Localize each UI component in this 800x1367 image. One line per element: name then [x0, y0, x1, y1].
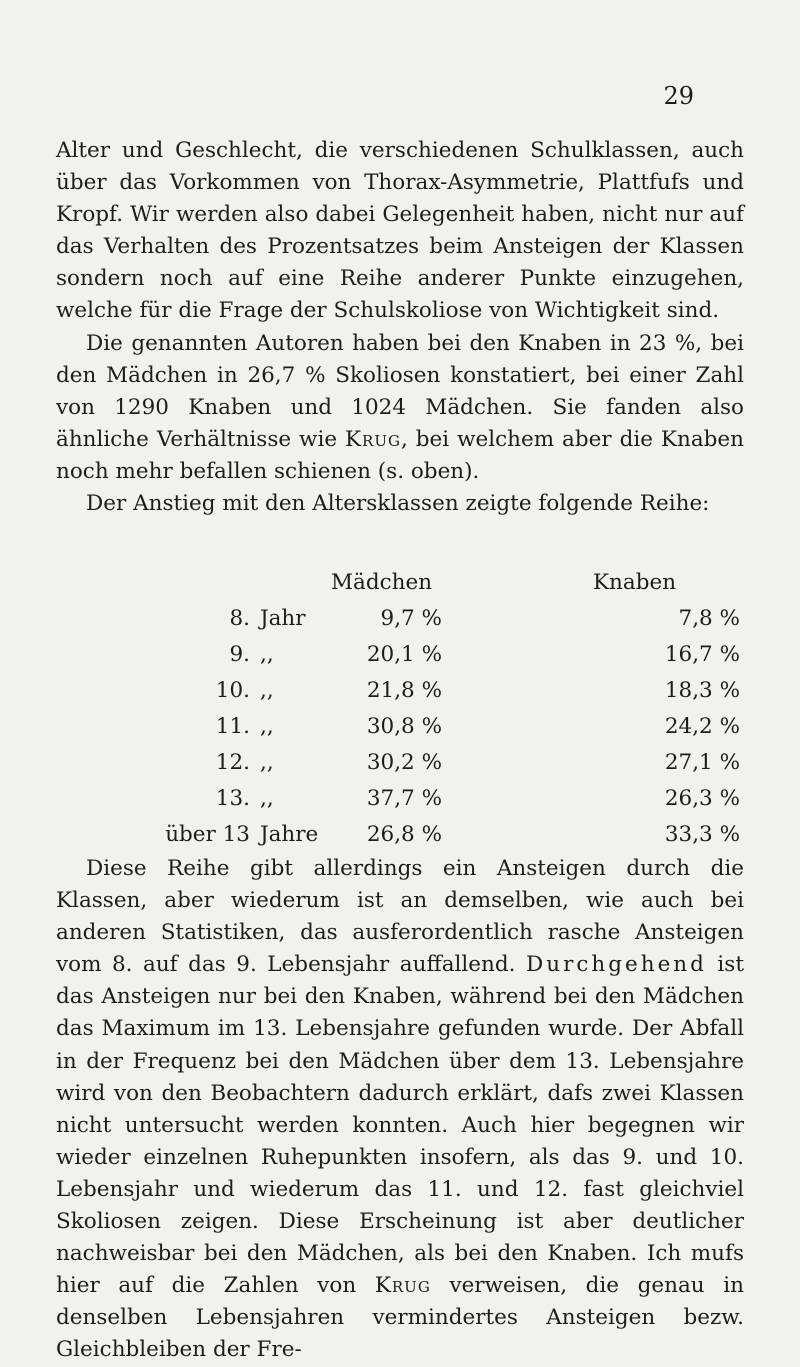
paragraph-3: Der Anstieg mit den Altersklassen zeigte folgende Reihe: [86, 491, 710, 517]
boys-cell: 18,3 % [664, 678, 740, 703]
table-row [56, 786, 744, 822]
girls-cell: 21,8 % [366, 678, 442, 703]
boys-cell: 27,1 % [664, 750, 740, 775]
girls-cell: 20,1 % [366, 642, 442, 667]
girls-cell: 37,7 % [366, 786, 442, 811]
girls-cell: 26,8 % [366, 822, 442, 847]
author-name-krug: Krug [345, 426, 401, 452]
age-cell: 12. [215, 750, 250, 775]
boys-cell: 16,7 % [664, 642, 740, 667]
paragraph-4-text-a: Diese Reihe gibt allerdings ein Ansteigen durch die Klassen, aber wiederum ist an demselben, wie auch bei anderen Statistiken, das ausferordentlich rasche Ansteigen vom 8. auf das 9. Lebensjahr auffallend. [56, 856, 744, 978]
table-row [56, 606, 744, 642]
intro-text [56, 135, 744, 520]
page-number: 29 [663, 82, 694, 110]
emphasized-word: Durchgehend [526, 952, 707, 978]
scoliosis-table [56, 570, 744, 858]
body-text [56, 853, 744, 1367]
paragraph-4-text-c: verweisen, die genau in denselben Lebensjahren vermindertes Ansteigen bezw. Gleichbleiben der Fre- [56, 1273, 744, 1363]
table-header-row [56, 570, 744, 606]
girls-cell: 30,8 % [366, 714, 442, 739]
age-cell: 9. [229, 642, 250, 667]
unit-cell: Jahr [260, 606, 306, 631]
girls-cell: 9,7 % [380, 606, 442, 631]
age-cell: 10. [215, 678, 250, 703]
unit-cell: ,, [260, 714, 274, 739]
table-row [56, 750, 744, 786]
paragraph-4 [56, 853, 744, 1367]
boys-cell: 26,3 % [664, 786, 740, 811]
paragraph-4-text-b: ist das Ansteigen nur bei den Knaben, während bei den Mädchen das Maximum im 13. Lebensjahre gefunden wurde. Der Abfall in der Frequenz bei den Mädchen über dem 13. Lebensjahre wird von den Beobachtern dadurch erklärt, dafs zwei Klassen nicht untersucht werden konnten. Auch hier begegnen wir wieder einzelnen Ruhepunkten insofern, als das 9. und 10. Lebensjahr und wiederum das 11. und 12. fast gleichviel Skoliosen zeigen. Diese Erscheinung ist aber deutlicher nachweisbar bei den Mädchen, als bei den Knaben. Ich mufs hier auf die Zahlen von [56, 952, 744, 1299]
boys-cell: 33,3 % [664, 822, 740, 847]
table-row [56, 714, 744, 750]
paragraph-2-text-a: Die genannten Autoren haben bei den Knaben in 23 %, bei den Mädchen in 26,7 % Skoliosen konstatiert, bei einer Zahl von 1290 Knaben und 1024 Mädchen. Sie fanden also ähnliche Verhältnisse wie [56, 330, 744, 452]
author-name-krug: Krug [374, 1273, 431, 1299]
age-cell: über 13 [165, 822, 250, 847]
paragraph-1: Alter und Geschlecht, die verschiedenen Schulklassen, auch über das Vorkommen von Thorax-Asymmetrie, Plattfufs und Kropf. Wir werden also dabei Gelegenheit haben, nicht nur auf das Verhalten des Prozentsatzes beim Ansteigen der Klassen sondern noch auf eine Reihe anderer Punkte einzugehen, welche für die Frage der Schulskoliose von Wichtigkeit sind. [56, 138, 744, 324]
age-cell: 13. [215, 786, 250, 811]
table-row [56, 678, 744, 714]
unit-cell: Jahre [260, 822, 319, 847]
table-row [56, 642, 744, 678]
paragraph-2-text-b: , bei welchem aber die Knaben noch mehr befallen schienen (s. oben). [56, 426, 744, 484]
boys-cell: 7,8 % [678, 606, 740, 631]
age-cell: 8. [229, 606, 250, 631]
girls-cell: 30,2 % [366, 750, 442, 775]
unit-cell: ,, [260, 750, 274, 775]
unit-cell: ,, [260, 642, 274, 667]
boys-cell: 24,2 % [664, 714, 740, 739]
unit-cell: ,, [260, 786, 274, 811]
age-cell: 11. [215, 714, 250, 739]
header-boys: Knaben [593, 570, 677, 595]
paragraph-2 [56, 328, 744, 488]
header-girls: Mädchen [331, 570, 433, 595]
unit-cell: ,, [260, 678, 274, 703]
